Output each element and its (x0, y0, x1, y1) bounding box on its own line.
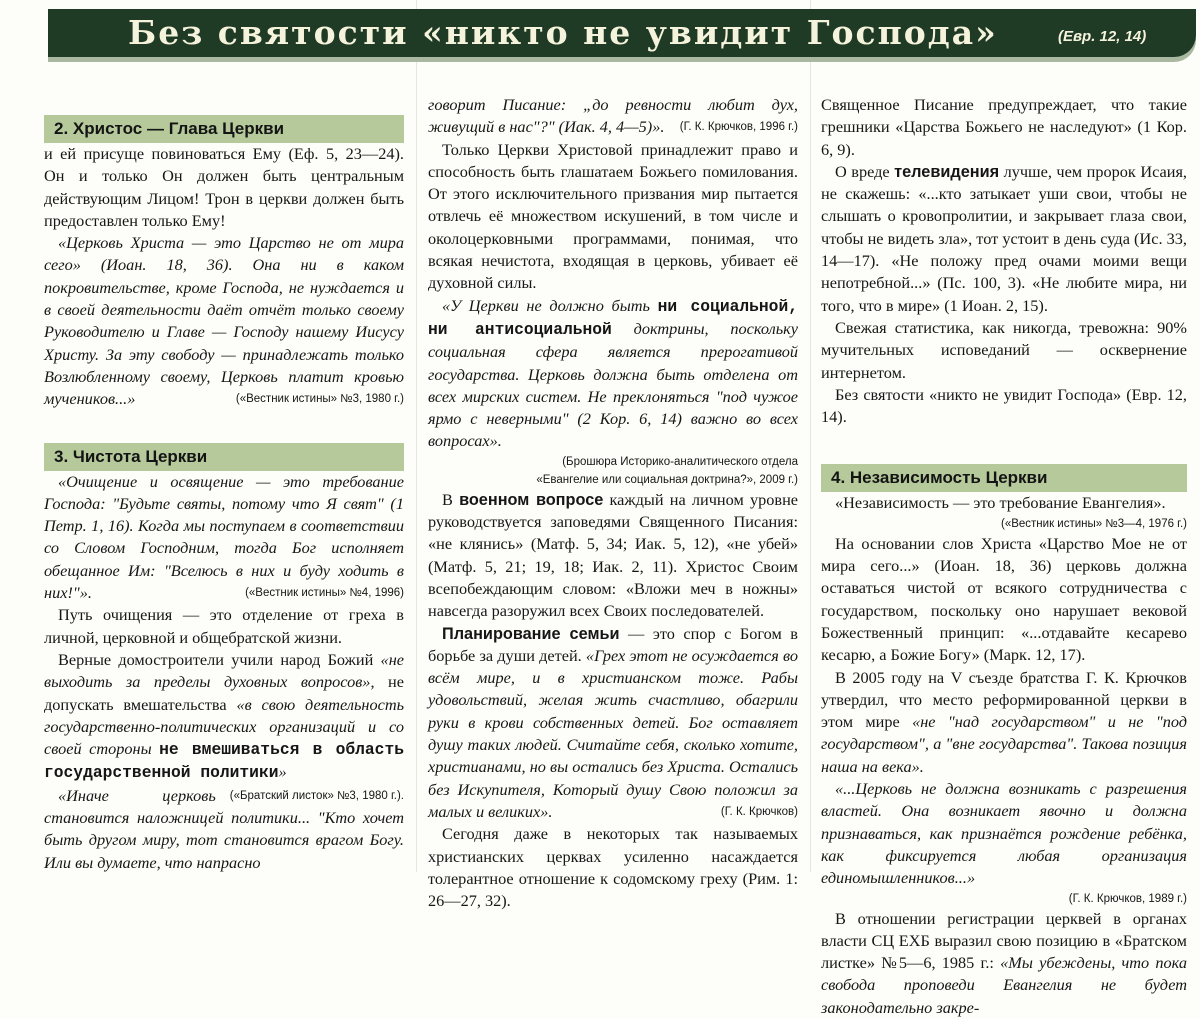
paragraph: На основании слов Христа «Царство Мое не от мира сего...» (Иоан. 18, 36) церковь должна оставаться чистой от всякого сотрудничества с государством, поскольку оно нарушает вековой Божественный принцип: «...отдавайте кесарево кесарю, а Божие Богу» (Марк. 12, 17). (821, 533, 1187, 665)
text-run: лучше, чем пророк Исаия, не скажешь: «...кто затыкает уши свои, чтобы не слышать о кровопролитии, и закрывает глаза свои, чтобы не видеть зла», тот устоит в день суда (Ис. 33, 14—17). «Не положу пред очами моими вещи непотребной...» (Пс. 100, 3). «Не любите мира, ни того, что в мире» (1 Иоан. 2, 15). (821, 161, 1187, 315)
quote-text: «Очищение и освящение — это требование Господа: "Будьте святы, потому что Я свят" (1 Петр. 1, 16). Когда мы поступаем в соответствии со Словом Господним, тогда Бог исполняет обещанное Им: "Вселюсь в них и буду ходить в них!"». (44, 471, 404, 603)
quote-text: «...Церковь не должна возникать с разрешения властей. Она возникает явочно и должна признаваться, как признаётся рождение ребёнка, как фиксируется любая организация единомышленников...» (821, 779, 1187, 888)
paragraph: Путь очищения — это отделение от греха в личной, церковной и общебратской жизни. (44, 605, 404, 647)
quote-text: «не "над государством" и не "под государством", а "вне государства". Такова позиция наша на века». (821, 712, 1188, 776)
source-citation: («Братский листок» №3, 1980 г.). (229, 789, 404, 802)
text-run: В (442, 489, 460, 509)
emphasis-text: военном вопросе (459, 490, 604, 509)
quote-text: «У Церкви не должно быть (442, 295, 658, 315)
source-citation-line-2: «Евангелие или социальная доктрина?», 2009 г.) (536, 473, 798, 486)
text-run: Верные домостроители учили народ Божий (58, 649, 381, 669)
section-4-heading: 4. Независимость Церкви (821, 464, 1187, 492)
paragraph (821, 908, 1187, 1019)
quote-paragraph (44, 232, 404, 410)
quote-paragraph (428, 94, 798, 139)
text-run: — это спор с Богом в борьбе за души детей. (428, 623, 798, 665)
title-banner (48, 9, 1196, 57)
paragraph (428, 623, 798, 824)
banner-reference: (Евр. 12, 14) (1058, 28, 1147, 45)
source-citation-line-1: (Брошюра Историко-аналитического отдела (562, 455, 798, 468)
quote-text: говорит Писание: „до ревности любит дух, живущий в нас"?" (Иак. 4, 4—5)». (428, 95, 798, 137)
paragraph: Только Церкви Христовой принадлежит право и способность быть глашатаем Божьего помилования. От этого исключительного призвания мир пытается отвлечь её множеством искушений, в том числе и околоцерковными программами, понимая, что всякая нечистота, входящая в церковь, убивает её духовной силы. (428, 139, 798, 293)
banner-title: Без святости «никто не увидит Господа» (128, 13, 998, 52)
text-run: каждый на личном уровне руководствуется заповедями Священного Писания: «не клянись» (Матф. 5, 34; Иак. 5, 12), «не убей» (Матф. 5, 21; 19, 18; Иак. 2, 11). Христос Своим всепобеждающим словом: «Вложи меч в ножны» навсегда разоружил всех Своих последователей. (428, 489, 799, 621)
text-run: В отношении регистрации церквей в органах власти СЦ ЕХБ выразил свою позицию в «Братском листке» №5—6, 1985 г.: (821, 908, 1187, 973)
quote-paragraph (44, 471, 404, 605)
paragraph: и ей присуще повиноваться Ему (Еф. 5, 23—24). Он и только Он должен быть центральным действующим Лицом! Трон в церкви должен быть предоставлен только Ему! (44, 144, 404, 230)
text-run: В 2005 году на V съезде братства Г. К. Крючков утвердил, что место реформированной церкви в этом мире (821, 667, 1187, 732)
paragraph: Без святости «никто не увидит Господа» (Евр. 12, 14). (821, 384, 1187, 427)
quote-text: «в свою деятельность государственно-политических организаций и со своей стороны (44, 694, 404, 759)
text-run: , не допускать вмешательства (44, 672, 404, 714)
text-run: О вреде (835, 161, 895, 181)
emphasis-text: ни социальной, ни антисоциальной (428, 296, 798, 339)
source-citation: (Г. К. Крючков, 1996 г.) (679, 121, 798, 134)
emphasis-text: телевидения (894, 162, 1000, 181)
column-3 (821, 94, 1187, 1019)
quote-text: «Иначе церковь становится наложницей политики... "Кто хочет быть другом миру, тот становится врагом Богу. Или вы думаете, что напрасно (44, 785, 404, 872)
emphasis-text: Планирование семьи (442, 624, 620, 643)
quote-text: «Мы убеждены, что пока свобода проповеди Евангелия не будет законодательно закре- (821, 953, 1188, 1017)
section-3-heading: 3. Чистота Церкви (44, 443, 404, 471)
emphasis-text: не вмешиваться в область государственной политики (44, 740, 404, 783)
page-fold-right (810, 0, 811, 872)
paragraph: Сегодня даже в некоторых так называемых христианских церквах усиленно насаждается толерантное отношение к содомскому греху (Рим. 1: 26—27, 32). (428, 824, 798, 911)
paragraph (821, 667, 1187, 778)
paragraph: Священное Писание предупреждает, что такие грешники «Царства Божьего не наследуют» (1 Кор. 6, 9). (821, 95, 1187, 159)
quote-text: доктрины, поскольку социальная сфера является прерогативой государства. Церковь должна быть отделена от всех мирских систем. Не преклоняться "под чужое ярмо с неверными" (2 Кор. 6, 14) важно во всех вопросах». (428, 318, 798, 451)
quote-text: «Церковь Христа — это Царство не от мира сего» (Иоан. 18, 36). Она ни в каком покровительстве, кроме Господа, не нуждается и в своей деятельности даёт отчёт только своему Руководителю и Главе — Господу нашему Иисусу Христу. За эту свободу — принадлежать только Возлюбленному своему, Церковь платит кровью мучеников...» (44, 233, 404, 409)
column-2 (428, 94, 798, 912)
source-citation: (Г. К. Крючков) (720, 805, 798, 818)
source-citation: («Вестник истины» №3—4, 1976 г.) (1001, 517, 1187, 530)
paragraph (428, 489, 798, 623)
paragraph: «Независимость — это требование Евангелия». (835, 493, 1166, 513)
column-1 (44, 93, 404, 874)
section-2-heading: 2. Христос — Глава Церкви (44, 115, 404, 143)
source-citation: («Вестник истины» №4, 1996) (245, 587, 404, 600)
quote-text: «не выходить за пределы духовных вопросов» (44, 649, 404, 692)
quote-paragraph (428, 295, 798, 453)
source-citation: («Вестник истины» №3, 1980 г.) (235, 393, 404, 406)
paragraph: Свежая статистика, как никогда, тревожна: 90% мучительных исповеданий — осквернение интернетом. (821, 317, 1187, 382)
quote-text: » (278, 762, 287, 782)
paragraph (821, 161, 1187, 317)
quote-paragraph (821, 778, 1187, 889)
paragraph (44, 649, 404, 802)
source-citation: (Г. К. Крючков, 1989 г.) (1068, 892, 1187, 905)
quote-text: «Грех этот не осуждается во всём мире, и в христианском тоже. Рабы удовольствий, желая жить счастливо, обагрили руки в крови собственных детей. Бог оставляет душу таких людей. Считайте себя, сколько хотите, христианами, но вы остались без Христа. Остались без Искупителя, Который душу Свою положил за малых и великих». (428, 645, 798, 821)
page-fold-left (416, 0, 417, 872)
